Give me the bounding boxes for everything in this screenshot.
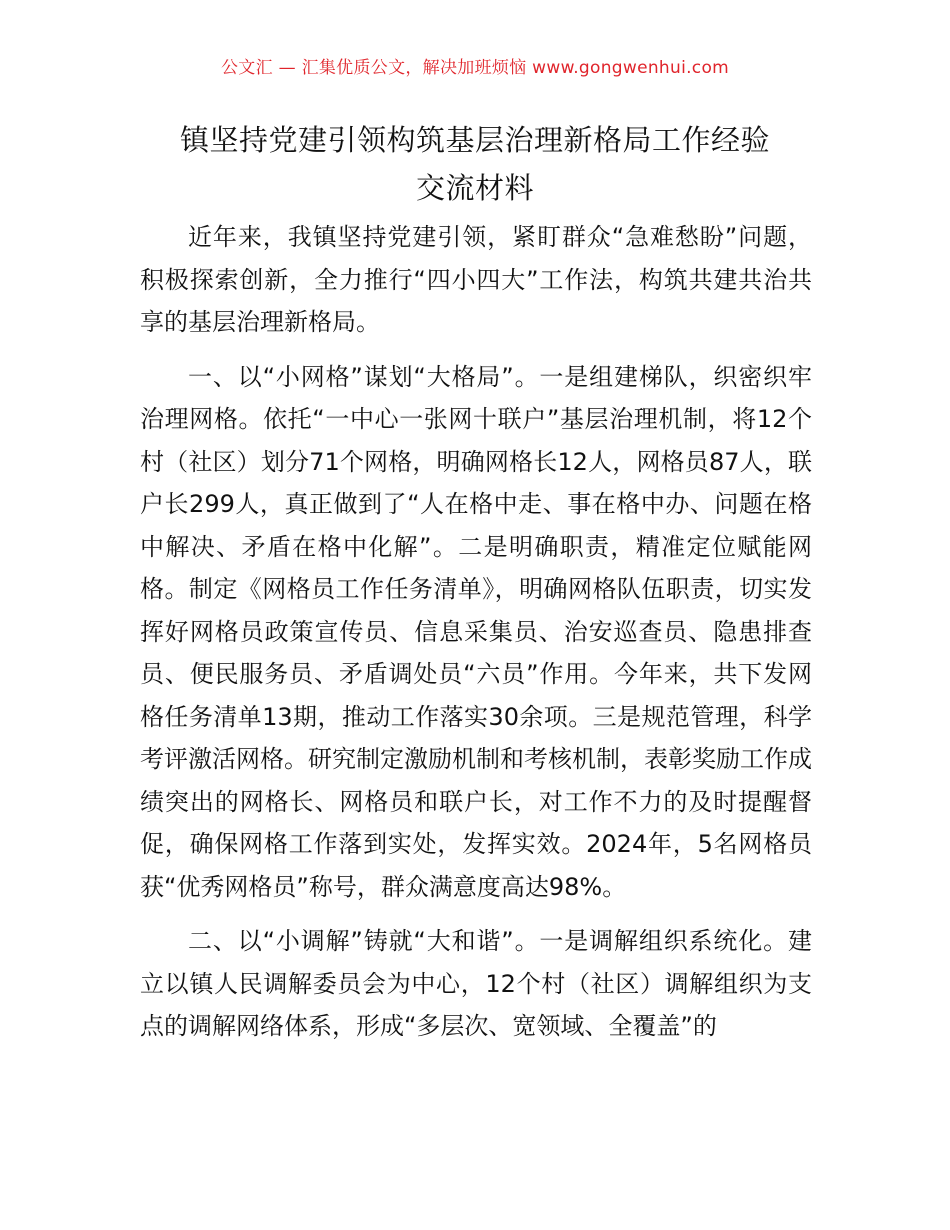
- document-title: [120, 116, 830, 212]
- paragraph-intro: 近年来，我镇坚持党建引领，紧盯群众“急难愁盼”问题，积极探索创新，全力推行“四小四大”工作法，构筑共建共治共享的基层治理新格局。: [140, 223, 812, 336]
- paragraph-section-1: 一、以“小网格”谋划“大格局”。一是组建梯队，织密织牢治理网格。依托“一中心一张网十联户”基层治理机制，将12个村（社区）划分71个网格，明确网格长12人，网格员87人，联户长299人，真正做到了“人在格中走、事在格中办、问题在格中解决、矛盾在格中化解”。二是明确职责，精准定位赋能网格。制定《网格员工作任务清单》，明确网格队伍职责，切实发挥好网格员政策宣传员、信息采集员、治安巡查员、隐患排查员、便民服务员、矛盾调处员“六员”作用。今年来，共下发网格任务清单13期，推动工作落实30余项。三是规范管理，科学考评激活网格。研究制定激励机制和考核机制，表彰奖励工作成绩突出的网格长、网格员和联户长，对工作不力的及时提醒督促，确保网格工作落到实处，发挥实效。2024年，5名网格员获“优秀网格员”称号，群众满意度高达98%。: [140, 362, 812, 901]
- document-title-line-1: 镇坚持党建引领构筑基层治理新格局工作经验: [179, 123, 770, 157]
- document-body: [140, 216, 812, 1060]
- site-banner: 公文汇 — 汇集优质公文，解决加班烦恼 www.gongwenhui.com: [220, 58, 730, 78]
- paragraph-section-2: 二、以“小调解”铸就“大和谐”。一是调解组织系统化。建立以镇人民调解委员会为中心，12个村（社区）调解组织为支点的调解网络体系，形成“多层次、宽领域、全覆盖”的: [140, 927, 812, 1040]
- document-title-line-2: 交流材料: [415, 171, 534, 205]
